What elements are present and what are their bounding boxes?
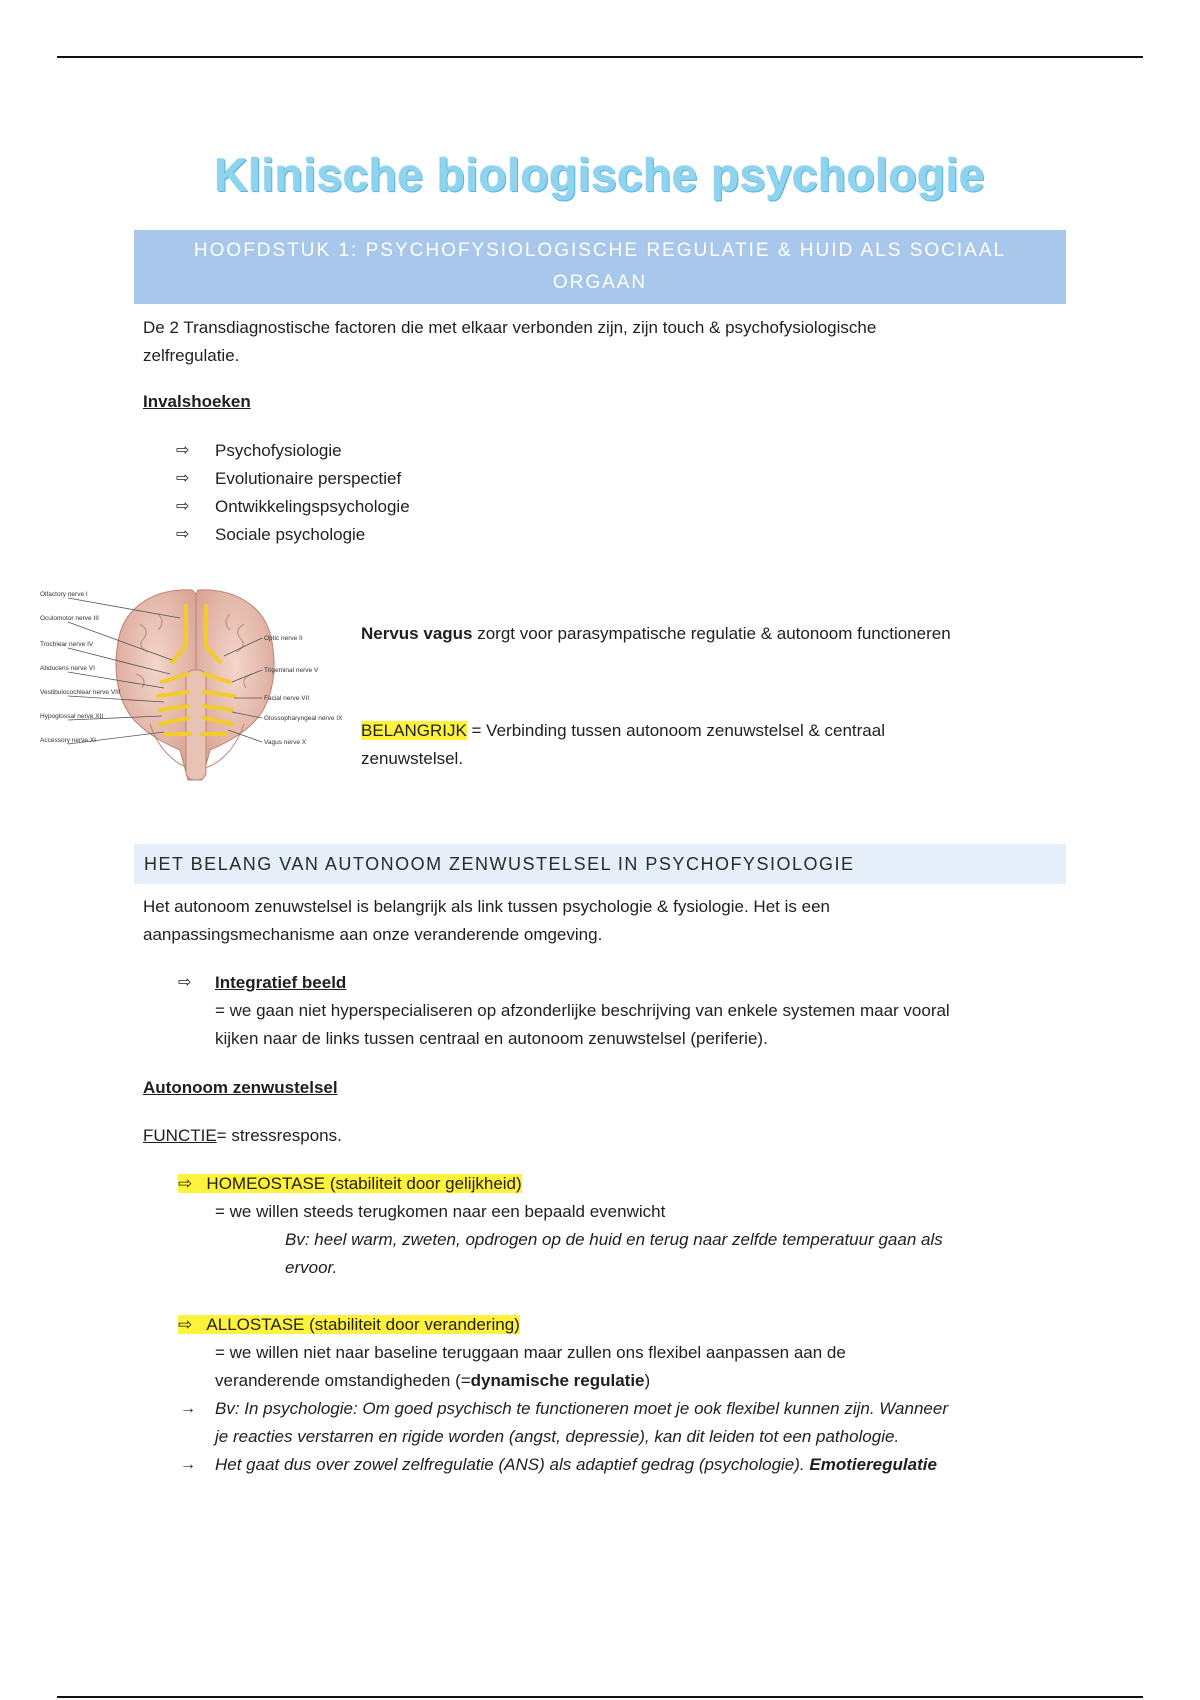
integratief-heading: Integratief beeld — [215, 973, 347, 992]
fig-label: Oculomotor nerve III — [40, 615, 99, 622]
hollow-arrow-icon: ⇨ — [176, 470, 190, 487]
functie-label: FUNCTIE — [143, 1126, 217, 1145]
invalshoeken-list — [176, 437, 410, 549]
vagus-term: Nervus vagus — [361, 624, 473, 643]
chapter-banner-line-1: HOOFDSTUK 1: PSYCHOFYSIOLOGISCHE REGULATIE & HUID ALS SOCIAAL — [193, 240, 1007, 261]
chapter-banner-line-2: ORGAAN — [552, 272, 648, 293]
list-item: ⇨ Ontwikkelingspsychologie — [176, 493, 410, 521]
top-rule — [57, 56, 1143, 58]
hollow-arrow-icon: ⇨ — [176, 442, 190, 459]
invalshoeken-heading: Invalshoeken — [143, 392, 251, 411]
fig-label: Accessory nerve XI — [40, 737, 96, 744]
fig-label: Vestibulocochlear nerve VIII — [40, 689, 121, 696]
intro-line-2: zelfregulatie. — [143, 346, 240, 365]
fig-label: Trigeminal nerve V — [264, 667, 319, 674]
allostase-point-2: Het gaat dus over zowel zelfregulatie (ANS) als adaptief gedrag (psychologie). Emotieregulatie — [215, 1455, 937, 1474]
section-banner: HET BELANG VAN AUTONOOM ZENWUSTELSEL IN PSYCHOFYSIOLOGIE — [134, 844, 1066, 884]
belangrijk-text-1: = Verbinding tussen autonoom zenuwstelsel & centraal — [466, 721, 885, 740]
list-item: ⇨ Evolutionaire perspectief — [176, 465, 410, 493]
allostase-def: = we willen niet naar baseline teruggaan maar zullen ons flexibel aanpassen aan de veranderende omstandigheden (=dynamische regulatie) — [215, 1343, 846, 1390]
hollow-arrow-icon: ⇨ — [178, 1315, 197, 1334]
allostase-point-1: Bv: In psychologie: Om goed psychisch te functioneren moet je ook flexibel kunnen zijn. Wanneer je reacties verstarren en rigide worden (angst, depressie), kan dit leiden tot een pathologie. — [215, 1399, 948, 1446]
belangrijk-paragraph — [361, 717, 1081, 773]
fig-label: Optic nerve II — [264, 635, 303, 642]
list-item: ⇨ Sociale psychologie — [176, 521, 410, 549]
page-title: Klinische biologische psychologie — [214, 149, 986, 201]
homeostase-heading: ⇨ HOMEOSTASE (stabiliteit door gelijkheid) — [178, 1174, 522, 1193]
allostase-heading: ⇨ ALLOSTASE (stabiliteit door verandering) — [178, 1315, 520, 1334]
fig-label: Hypoglossal nerve XII — [40, 713, 104, 720]
homeostase-def: = we willen steeds terugkomen naar een bepaald evenwicht — [215, 1202, 666, 1221]
arrow-right-icon: → — [180, 1400, 196, 1417]
emotieregulatie-term: Emotieregulatie — [809, 1455, 937, 1474]
belangrijk-highlight: BELANGRIJK — [361, 721, 467, 740]
fig-label: Trochlear nerve IV — [40, 641, 94, 648]
belangrijk-text-2: zenuwstelsel. — [361, 749, 464, 768]
cranial-nerves-figure — [40, 584, 350, 784]
arrow-right-icon: → — [180, 1456, 196, 1473]
vagus-paragraph — [361, 620, 1081, 648]
fig-label: Olfactory nerve I — [40, 591, 88, 598]
fig-label: Glossopharyngeal nerve IX — [264, 715, 343, 722]
bottom-rule — [57, 1696, 1143, 1698]
fig-label: Vagus nerve X — [264, 739, 307, 746]
fig-label: Abducens nerve VI — [40, 665, 95, 672]
integratief-block: Integratief beeld = we gaan niet hyperspecialiseren op afzonderlijke beschrijving van enkele systemen maar vooral kijken naar de links tussen centraal en autonoom zenuwstelsel (periferie). — [215, 969, 1085, 1053]
list-item: ⇨ Psychofysiologie — [176, 437, 410, 465]
hollow-arrow-icon: ⇨ — [176, 526, 190, 543]
fig-label: Facial nerve VII — [264, 695, 310, 702]
hollow-arrow-icon: ⇨ — [178, 1174, 197, 1193]
vagus-text: zorgt voor parasympatische regulatie & autonoom functioneren — [472, 624, 951, 643]
ans-heading: Autonoom zenwustelsel — [143, 1078, 338, 1097]
ans-intro-paragraph: Het autonoom zenuwstelsel is belangrijk als link tussen psychologie & fysiologie. Het is een aanpassingsmechanisme aan onze veranderende omgeving. — [143, 897, 830, 944]
intro-line-1: De 2 Transdiagnostische factoren die met elkaar verbonden zijn, zijn touch & psychofysiologische — [143, 318, 877, 337]
chapter-banner — [134, 230, 1066, 304]
functie-line: FUNCTIE= stressrespons. — [143, 1126, 342, 1145]
intro-paragraph — [143, 314, 1073, 370]
homeostase-example: Bv: heel warm, zweten, opdrogen op de huid en terug naar zelfde temperatuur gaan als ervoor. — [285, 1230, 943, 1277]
hollow-arrow-icon: ⇨ — [178, 974, 192, 991]
hollow-arrow-icon: ⇨ — [176, 498, 190, 515]
